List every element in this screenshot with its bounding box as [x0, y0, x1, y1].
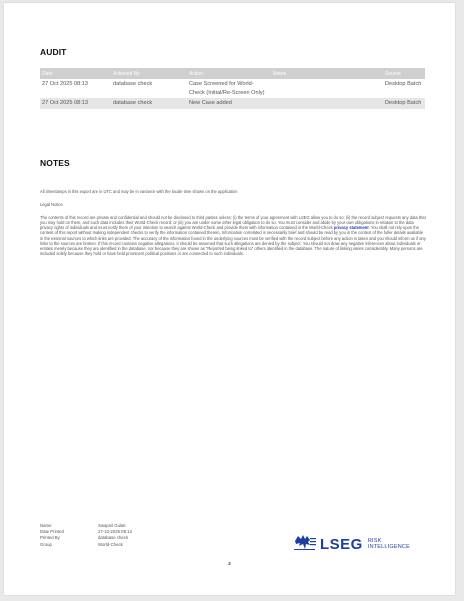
logo-subtitle: [368, 539, 410, 550]
meta-label: Date Printed: [40, 529, 64, 535]
column-header-notes: Notes: [271, 68, 383, 79]
cell-notes: [271, 98, 383, 109]
column-header-date: Date: [40, 68, 111, 79]
table-row: [40, 98, 425, 109]
audit-heading: AUDIT: [40, 47, 67, 57]
meta-row-group: [40, 542, 132, 548]
cell-date: 27 Oct 2025 08:13: [40, 79, 111, 98]
document-page: [4, 3, 455, 595]
meta-value: Swapnil Gulati: [98, 523, 126, 528]
logo-wordmark: LSEG: [320, 536, 363, 553]
cell-action: New Case added: [187, 98, 271, 109]
legal-text-part-1: The contents of this record are private and confidential and should not be disclosed to third parties unless: (i) the terms of your agreement with LSEG allow you to do so; (ii) the record subject requests any data that you may hold on them, and such data includes their World-Check record; or (iii) you are under some other legal obligation to do so. You must consider and abide by your own obligations in relation to the data privacy rights of individuals and must notify them of your intention to search against World-Check and provide them with information contained in the World-Check: [40, 215, 426, 231]
lseg-logo: [293, 533, 410, 556]
cell-action: Case Screened for World-Check (Initial/Re-Screen Only): [187, 79, 271, 98]
table-row: [40, 79, 425, 98]
cell-source: Desktop Batch: [383, 79, 425, 98]
audit-table: [40, 68, 425, 109]
meta-value: 27-10-2025 08:13: [98, 529, 132, 535]
column-header-action: Action: [187, 68, 271, 79]
privacy-statement-link[interactable]: privacy statement: [333, 225, 369, 231]
column-header-source: Source: [383, 68, 425, 79]
meta-label: Printed By: [40, 535, 60, 541]
notes-body: [40, 189, 426, 264]
page-number: 2: [228, 561, 231, 566]
cell-date: 27 Oct 2025 08:13: [40, 98, 111, 109]
notes-heading: NOTES: [40, 158, 70, 168]
print-metadata: [40, 523, 132, 548]
audit-header-row: [40, 68, 425, 79]
cell-notes: [271, 79, 383, 98]
cell-actioned-by: database check: [111, 98, 187, 109]
meta-label: Name: [40, 523, 52, 528]
legal-text-part-2: . You shall not rely upon the content of this report without making independent checks to verify the information contained therein. Information correlated is necessarily brief and should be read by you in the context of the fuller details available in the external sources to which links are provided. The accuracy of the information found in the underlying sources must be verified with the record subject before any action is taken and you should inform us if any links to the sources are broken. If this record contains negative allegations, it should be assumed that such allegations are denied by the subject. You should not draw any negative inferences about individuals or entities merely because they are identified in the database, nor because they are shown as "Reported being linked to" others identified in the database. The nature of linking varies considerably. Many persons are included solely because they hold or have held prominent political positions or are connected to such individuals.: [40, 225, 426, 256]
timestamp-note: All timestamps in this export are in UTC and may be in variance with the locale time shown on the application: [40, 189, 238, 194]
column-header-actioned-by: Actioned By: [111, 68, 187, 79]
legal-notice-title: Legal Notice: [40, 202, 63, 208]
legal-notice-text: [40, 215, 426, 256]
meta-value: database check: [98, 535, 129, 541]
logo-subtitle-line-2: INTELLIGENCE: [367, 543, 410, 550]
meta-label: Group: [40, 541, 52, 547]
logo-subtitle-line-1: RISK: [367, 538, 382, 544]
cell-actioned-by: database check: [111, 79, 187, 98]
lion-emblem-icon: [293, 533, 317, 556]
cell-source: Desktop Batch: [383, 98, 425, 109]
meta-value: World-Check: [98, 541, 123, 547]
